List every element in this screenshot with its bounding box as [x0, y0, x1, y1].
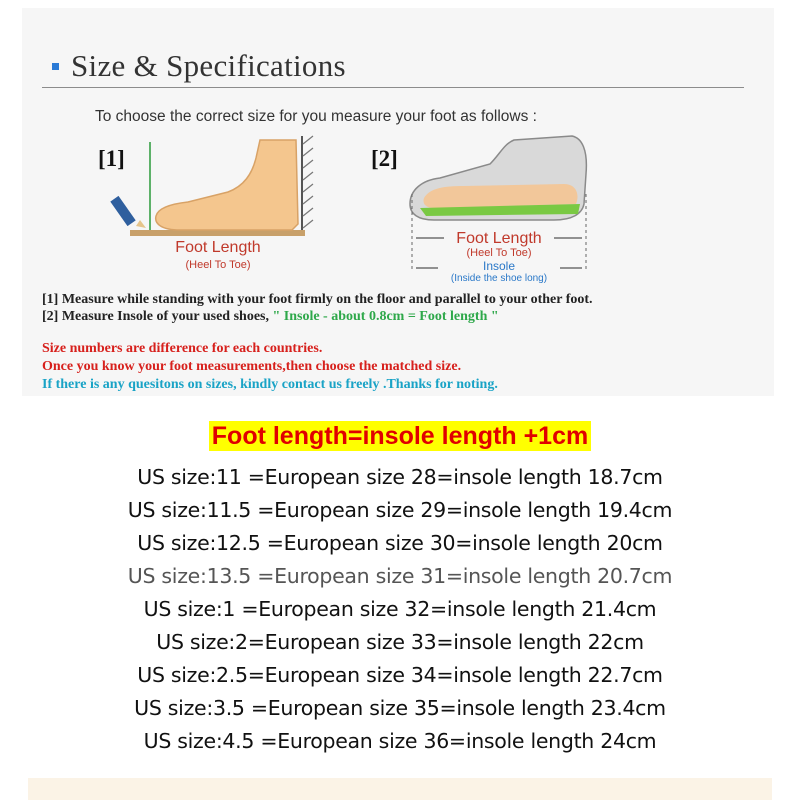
note-choose-size: Once you know your foot measurements,then choose the matched size.	[42, 359, 462, 374]
intro-text: To choose the correct size for you measure your foot as follows :	[95, 108, 537, 125]
size-row: US size:2.5=European size 34=insole length 22.7cm	[137, 663, 663, 687]
title-bullet	[52, 63, 59, 70]
page-title	[52, 48, 346, 84]
step-2-label: [2]	[371, 146, 398, 171]
note-step-2	[42, 309, 499, 325]
size-row: US size:4.5 =European size 36=insole length 24cm	[143, 729, 657, 753]
size-row: US size:11.5 =European size 29=insole length 19.4cm	[127, 498, 673, 522]
page-title-text: Size & Specifications	[71, 48, 346, 83]
size-row: US size:13.5 =European size 31=insole length 20.7cm	[127, 564, 673, 588]
step-1-caption: Foot Length	[175, 239, 261, 256]
size-row: US size:1 =European size 32=insole length 21.4cm	[143, 597, 657, 621]
insole-diagram	[404, 134, 594, 284]
foot-icon	[156, 140, 298, 230]
floor-bar	[130, 230, 305, 236]
insole-caption: Insole	[482, 259, 516, 273]
title-divider	[42, 87, 744, 88]
size-row: US size:3.5 =European size 35=insole length 23.4cm	[134, 696, 666, 720]
bottom-strip	[28, 778, 772, 800]
foot-length-diagram	[110, 134, 320, 274]
step-1-subcaption: (Heel To Toe)	[185, 259, 251, 271]
note-step-2-text: [2] Measure Insole of your used shoes,	[42, 309, 273, 324]
note-size-difference: Size numbers are difference for each countries.	[42, 341, 323, 356]
step-2-caption: Foot Length	[456, 230, 542, 247]
size-row: US size:12.5 =European size 30=insole length 20cm	[137, 531, 663, 555]
note-step-1: [1] Measure while standing with your foot firmly on the floor and parallel to your other foot.	[42, 292, 593, 307]
insole-subcaption: (Inside the shoe long)	[450, 273, 548, 284]
size-row: US size:11 =European size 28=insole length 18.7cm	[137, 465, 663, 489]
pencil-icon	[110, 196, 146, 228]
formula-headline	[0, 422, 800, 451]
note-contact: If there is any quesitons on sizes, kindly contact us freely .Thanks for noting.	[42, 377, 498, 392]
wall-icon	[302, 136, 313, 234]
step-2-subcaption: (Heel To Toe)	[466, 247, 532, 259]
size-row: US size:2=European size 33=insole length 22cm	[156, 630, 644, 654]
formula-headline-text: Foot length=insole length +1cm	[209, 421, 591, 451]
note-step-2-highlight: " Insole - about 0.8cm = Foot length "	[272, 309, 499, 324]
step-1-label: [1]	[98, 146, 125, 171]
size-list	[0, 461, 800, 758]
foot-inside-shoe	[423, 184, 577, 208]
